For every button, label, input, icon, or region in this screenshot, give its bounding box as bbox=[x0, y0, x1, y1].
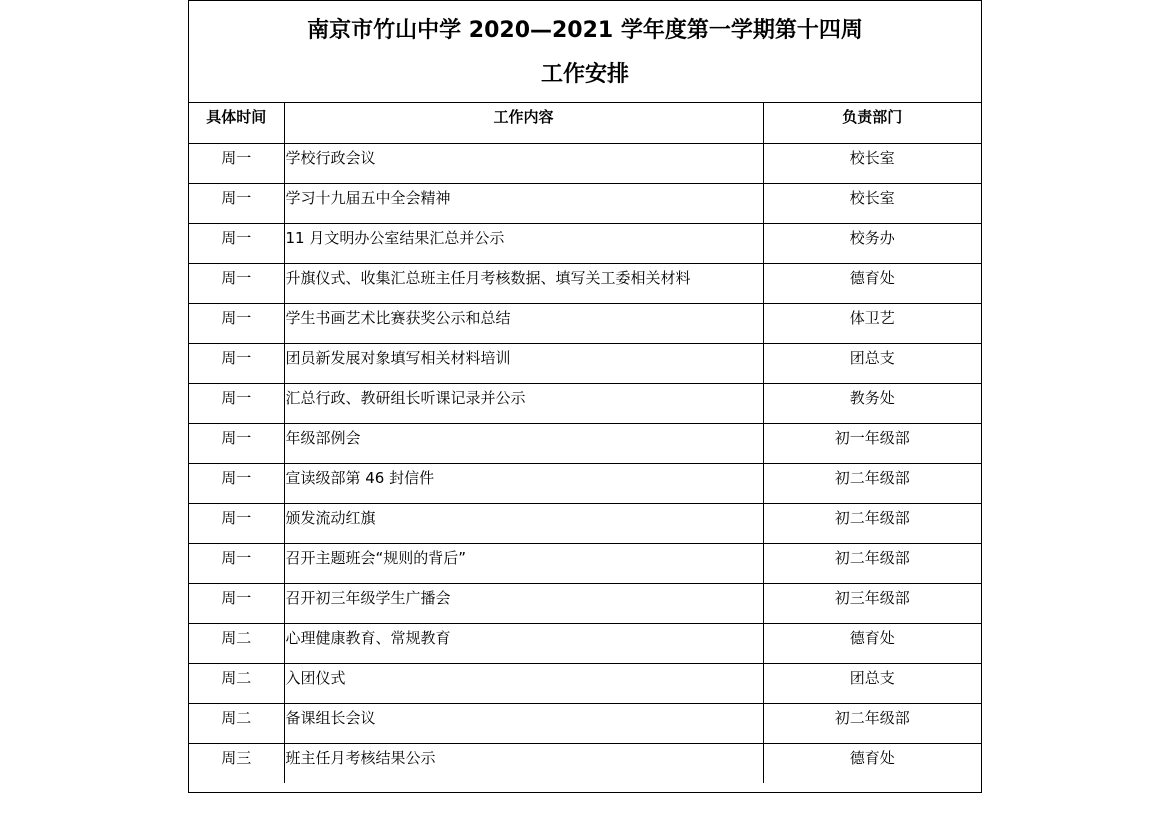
cell-content: 备课组长会议 bbox=[284, 703, 763, 743]
cell-dept: 初二年级部 bbox=[763, 543, 981, 583]
document-title: 南京市竹山中学 2020—2021 学年度第一学期第十四周 bbox=[307, 18, 863, 43]
cell-time: 周二 bbox=[189, 663, 284, 703]
cell-content: 11 月文明办公室结果汇总并公示 bbox=[284, 223, 763, 263]
cell-time: 周一 bbox=[189, 343, 284, 383]
cell-content: 召开主题班会“规则的背后” bbox=[284, 543, 763, 583]
cell-dept: 初三年级部 bbox=[763, 583, 981, 623]
table-row bbox=[189, 743, 981, 783]
table-row bbox=[189, 143, 981, 183]
cell-content: 升旗仪式、收集汇总班主任月考核数据、填写关工委相关材料 bbox=[284, 263, 763, 303]
table-row bbox=[189, 423, 981, 463]
table-row bbox=[189, 223, 981, 263]
header-time: 具体时间 bbox=[189, 103, 284, 143]
cell-time: 周三 bbox=[189, 743, 284, 783]
schedule-document bbox=[188, 0, 982, 793]
table-row bbox=[189, 383, 981, 423]
cell-content: 学习十九届五中全会精神 bbox=[284, 183, 763, 223]
cell-time: 周一 bbox=[189, 543, 284, 583]
cell-time: 周一 bbox=[189, 463, 284, 503]
cell-dept: 初一年级部 bbox=[763, 423, 981, 463]
cell-content: 年级部例会 bbox=[284, 423, 763, 463]
table-row bbox=[189, 183, 981, 223]
cell-time: 周一 bbox=[189, 183, 284, 223]
table-row bbox=[189, 303, 981, 343]
table-row bbox=[189, 543, 981, 583]
header-content: 工作内容 bbox=[284, 103, 763, 143]
cell-time: 周一 bbox=[189, 223, 284, 263]
cell-content: 学生书画艺术比赛获奖公示和总结 bbox=[284, 303, 763, 343]
cell-dept: 德育处 bbox=[763, 743, 981, 783]
cell-time: 周一 bbox=[189, 303, 284, 343]
table-row bbox=[189, 583, 981, 623]
table-row bbox=[189, 623, 981, 663]
table-header-row bbox=[189, 103, 981, 143]
cell-dept: 德育处 bbox=[763, 263, 981, 303]
cell-dept: 体卫艺 bbox=[763, 303, 981, 343]
table-row bbox=[189, 343, 981, 383]
schedule-table bbox=[189, 103, 981, 783]
cell-content: 入团仪式 bbox=[284, 663, 763, 703]
cell-dept: 团总支 bbox=[763, 343, 981, 383]
cell-content: 心理健康教育、常规教育 bbox=[284, 623, 763, 663]
cell-dept: 校长室 bbox=[763, 143, 981, 183]
cell-time: 周二 bbox=[189, 623, 284, 663]
cell-dept: 校务办 bbox=[763, 223, 981, 263]
table-row bbox=[189, 263, 981, 303]
cell-content: 团员新发展对象填写相关材料培训 bbox=[284, 343, 763, 383]
cell-content: 汇总行政、教研组长听课记录并公示 bbox=[284, 383, 763, 423]
cell-content: 颁发流动红旗 bbox=[284, 503, 763, 543]
table-row bbox=[189, 463, 981, 503]
cell-time: 周一 bbox=[189, 383, 284, 423]
cell-time: 周一 bbox=[189, 583, 284, 623]
cell-content: 学校行政会议 bbox=[284, 143, 763, 183]
cell-time: 周二 bbox=[189, 703, 284, 743]
cell-time: 周一 bbox=[189, 143, 284, 183]
document-subtitle: 工作安排 bbox=[540, 62, 629, 87]
table-row bbox=[189, 703, 981, 743]
cell-dept: 校长室 bbox=[763, 183, 981, 223]
cell-dept: 教务处 bbox=[763, 383, 981, 423]
cell-content: 宣读级部第 46 封信件 bbox=[284, 463, 763, 503]
cell-time: 周一 bbox=[189, 263, 284, 303]
table-row bbox=[189, 503, 981, 543]
cell-dept: 初二年级部 bbox=[763, 463, 981, 503]
cell-dept: 团总支 bbox=[763, 663, 981, 703]
title-block bbox=[189, 1, 981, 103]
cell-time: 周一 bbox=[189, 423, 284, 463]
table-row bbox=[189, 663, 981, 703]
cell-time: 周一 bbox=[189, 503, 284, 543]
cell-dept: 初二年级部 bbox=[763, 703, 981, 743]
cell-dept: 初二年级部 bbox=[763, 503, 981, 543]
cell-dept: 德育处 bbox=[763, 623, 981, 663]
header-dept: 负责部门 bbox=[763, 103, 981, 143]
cell-content: 班主任月考核结果公示 bbox=[284, 743, 763, 783]
cell-content: 召开初三年级学生广播会 bbox=[284, 583, 763, 623]
